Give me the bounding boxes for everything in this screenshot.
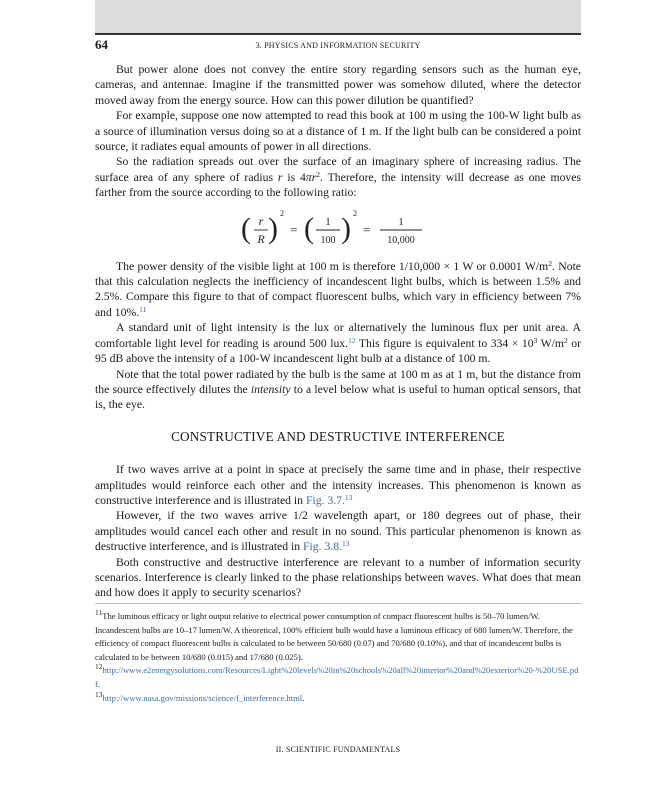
eq-denominator-R: R bbox=[257, 231, 265, 246]
paragraph-constructive bbox=[95, 462, 581, 508]
emphasis: intensity bbox=[250, 382, 291, 396]
footnote-mark: 12 bbox=[95, 662, 103, 672]
close-paren: ) bbox=[268, 211, 278, 245]
footnote-11 bbox=[95, 610, 581, 664]
page-number: 64 bbox=[95, 37, 108, 52]
text: . Therefore, the intensity will decrease as one moves farther from the source according to the following ratio: bbox=[95, 170, 581, 200]
paragraph-security-scenarios: Both constructive and destructive interference are relevant to a number of information security scenarios. Interference is clearly linked to the phase relationships between waves. What does that mean and how does it apply to security scenarios? bbox=[95, 555, 581, 600]
text: This figure is equivalent to 334 × 10 bbox=[355, 336, 534, 350]
text: Note that the total power radiated by the bulb is the same at 100 m as at 1 m, but the distance from the source effectively dilutes the bbox=[95, 367, 581, 396]
footnote-mark: 11 bbox=[95, 608, 103, 617]
var-r: r bbox=[277, 170, 283, 184]
superscript: 3 bbox=[533, 335, 538, 345]
header-rule bbox=[95, 33, 581, 35]
main-content bbox=[95, 62, 581, 601]
paragraph-power-density bbox=[95, 259, 581, 321]
paragraph-destructive bbox=[95, 508, 581, 554]
footnote-link[interactable]: http://www.nasa.gov/missions/science/f_interference.html bbox=[102, 692, 303, 703]
footnotes bbox=[95, 610, 581, 705]
text: is 4 bbox=[282, 170, 306, 184]
eq-numerator-r: r bbox=[258, 213, 264, 228]
superscript: 2 bbox=[316, 169, 321, 179]
eq-numerator-one: 1 bbox=[398, 215, 404, 228]
text: If two waves arrive at a point in space at precisely the same time and in phase, their respective amplitudes would reinforce each other and the intensity increases. This phenomenon is known as constructive interference and is illustrated in bbox=[95, 463, 581, 507]
text: . bbox=[302, 692, 305, 703]
var-pi-r: πr bbox=[305, 170, 317, 184]
footnote-divider bbox=[95, 603, 581, 604]
paragraph-lux bbox=[95, 320, 581, 366]
open-paren: ( bbox=[304, 211, 314, 245]
footnote-mark: 13 bbox=[95, 689, 103, 699]
eq-numerator-one: 1 bbox=[325, 215, 331, 228]
footnote-ref-13[interactable]: 13 bbox=[344, 492, 353, 502]
footnote-ref-11[interactable]: 11 bbox=[139, 304, 147, 314]
paragraph-sphere-radius bbox=[95, 154, 581, 200]
ratio-equation bbox=[95, 206, 581, 256]
running-head: 3. PHYSICS AND INFORMATION SECURITY bbox=[255, 41, 421, 50]
paragraph-power-dilution: But power alone does not convey the entire story regarding sensors such as the human eye, cameras, and antennae. Imagine if the transmitted power was somehow diluted, where the detector moved away from the energy source. How can this power dilution be quantified? bbox=[95, 63, 581, 107]
close-paren: ) bbox=[341, 211, 351, 245]
text: W/m bbox=[537, 336, 564, 350]
paragraph-intensity-dilution bbox=[95, 367, 581, 413]
eq-equals: = bbox=[290, 221, 298, 237]
footnote-ref-12[interactable]: 12 bbox=[348, 335, 356, 345]
text: A standard unit of light intensity is the lux or alternatively the luminous flux per unit area. A comfortable light level for reading is around 500 lux. bbox=[95, 321, 581, 350]
text: However, if the two waves arrive 1/2 wavelength apart, or 180 degrees out of phase, their amplitudes would cancel each other and result in no sound. This particular phenomenon is known as destructive interference, and is illustrated in bbox=[95, 509, 581, 554]
header-band bbox=[95, 0, 581, 33]
figure-link-3-8[interactable]: Fig. 3.8. bbox=[303, 540, 342, 554]
open-paren: ( bbox=[241, 211, 251, 245]
figure-link-3-7[interactable]: Fig. 3.7. bbox=[305, 493, 345, 507]
footnote-link[interactable]: http://www.e2energysolutions.com/Resources/Light%20levels%20in%20schools%20all%20interior%20and%20exterior%20-%20USE.pdf bbox=[95, 665, 579, 689]
text: The power density of the visible light at 100 m is therefore 1/10,000 × 1 W or 0.0001 W/m bbox=[116, 259, 549, 273]
eq-exponent: 2 bbox=[353, 208, 357, 218]
footnote-13 bbox=[95, 689, 581, 706]
footnote-ref-13[interactable]: 13 bbox=[342, 539, 350, 549]
paragraph-light-bulb-example: For example, suppose one now attempted to read this book at 100 m using the 100-W light bulb as a source of illumination versus doing so at a distance of 1 m. If the light bulb can be considered a point source, it radiates equal amounts of power in all directions. bbox=[95, 109, 581, 154]
text: So the radiation spreads out over the surface of an imaginary sphere of increasing radius. The surface area of any sphere of radius bbox=[95, 155, 581, 184]
text: to a level below what is useful to human optical sensors, that is, the eye. bbox=[95, 382, 581, 412]
text: or 95 dB above the intensity of a 100-W incandescent light bulb at a distance of 100 m. bbox=[95, 336, 581, 366]
text: . Note that this calculation neglects the inefficiency of incandescent light bulbs, which is between 1.5% and 2.5%. Compare this figure to that of compact fluorescent bulbs, which vary in efficiency between 7% and 10%. bbox=[95, 259, 581, 319]
section-heading: CONSTRUCTIVE AND DESTRUCTIVE INTERFERENCE bbox=[171, 428, 505, 444]
eq-denominator-ten-thousand: 10,000 bbox=[387, 234, 415, 246]
eq-equals: = bbox=[363, 221, 371, 237]
superscript: 2 bbox=[548, 258, 553, 268]
eq-exponent: 2 bbox=[280, 208, 284, 218]
footnote-text: The luminous efficacy or light output relative to electrical power consumption of compact fluorescent bulbs is 50–70 lumen/W. Incandescent bulbs are 10–17 lumen/W. A theoretical, 100% efficient bulb would have a luminous efficacy of 680 lumen/W. Therefore, the efficiency of compact fluorescent bulbs is calculated to be between 50/680 (0.07) and 70/680 (0.10%), and that of incandescent bulbs is calculated to be between 10/680 (0.015) and 17/680 (0.025). bbox=[95, 611, 573, 662]
footnote-12 bbox=[95, 664, 581, 691]
superscript: 2 bbox=[563, 335, 568, 345]
running-foot: II. SCIENTIFIC FUNDAMENTALS bbox=[275, 745, 401, 754]
eq-denominator-hundred: 100 bbox=[320, 234, 336, 246]
text: . bbox=[97, 678, 101, 689]
